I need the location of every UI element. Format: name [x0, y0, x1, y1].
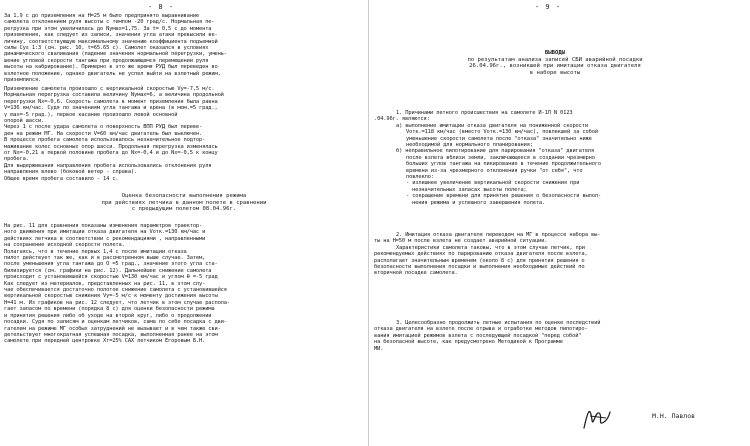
text-line: динамического сваливания (падение значения нормальной перегрузки, умень- — [4, 51, 227, 58]
text-line: больших углов тангажа на пикирование в течение продолжительного — [406, 161, 602, 168]
text-line: .04.96г. являются: — [374, 116, 430, 123]
text-line: 2. Имитация отказа двигателя переводом на МГ в процессе набора вы- — [396, 232, 601, 238]
text-line: самолете при передней центровке Xт=25% САХ летчиком Егоровым Б.Н. — [4, 338, 206, 345]
text-line: незначительных запасах высоты полета; — [412, 186, 527, 193]
text-line: - сокращение времени для принятия решения о безопасности выпол- — [406, 193, 602, 200]
text-line: Н=41 м. Из графиков на рис. 12 следует, что летчик в этом случае распола- — [4, 299, 230, 306]
text-line: посадки. Судя по записям и оценкам летчиков, сама по себе посадка с дви- — [4, 319, 227, 326]
text-line: и принятия решения либо об уходе на второй круг, либо о продолжении — [4, 312, 212, 319]
page-number: - 8 - — [148, 3, 175, 11]
text-line: Приземление самолета произошло с вертикальной скоростью Vy=-7,5 м/с. — [4, 86, 215, 92]
text-line: рекомендуемых действиях по парированию отказа двигателя после взлета, — [374, 251, 588, 258]
conclusion-2 — [374, 232, 601, 277]
text-line: Через 1 с после удара самолета о поверхность ВПП РУД был переве- — [4, 124, 203, 131]
text-line: пробега. — [4, 156, 29, 163]
text-block-top — [4, 13, 227, 83]
text-line: γ max=-5 град.), первое касание произошло левой основной — [4, 111, 178, 118]
conclusion-1 — [374, 110, 602, 206]
text-line: детельствует многократная успешная посадка, выполненная ранее на этом — [4, 331, 218, 338]
text-line: перегрузки Nх=-0,6. Скорость самолета в момент приземления была равна — [4, 98, 218, 105]
left-page — [0, 0, 369, 446]
text-line: гает запасом по времени (порядка 8 с) для оценки безопасности режима — [4, 306, 215, 313]
text-line: действиях летчика в соответствии с рекомендациями , направленными — [4, 235, 206, 242]
text-line: б) неправильное пилотирование для парирования "отказа" двигателя — [396, 148, 595, 155]
text-line: а) выполнение имитации отказа двигателя на пониженной скорости — [396, 122, 588, 129]
text-block-bottom — [4, 223, 230, 345]
text-line: 1. Причинами летного происшествия на самолете И-1Л N 0123 — [396, 110, 573, 116]
heading-line: 26.04.96г., возникшей при имитации отказа двигателя — [469, 63, 641, 70]
text-line: вторичной посадке самолета. — [374, 270, 458, 277]
text-line: опорой шасси. — [4, 118, 45, 125]
text-line: МИ. — [374, 345, 384, 352]
text-line: вертикальной скоростью снижения Vy=-5 м/с к моменту достижения высоты — [4, 293, 218, 300]
heading-line: в наборе высоты — [529, 69, 581, 76]
text-line: силы Cуs 1:3 (см. рис. 10, t=65.65 с). Самолет оказался в условиях — [4, 45, 209, 52]
text-line: вания имитацией режимов взлета с последующей посадкой "перед собой" — [374, 332, 582, 339]
heading-line: Оценка безопасности выполнения режима — [121, 193, 247, 199]
text-line: после уменьшения угла тангажа до О =5 град., значение этого угла ста- — [4, 261, 218, 268]
heading-line: при действиях летчика в данном полете в сравнении — [101, 199, 267, 206]
text-line: На рис. 11 для сравнения показаны изменения параметров траектор- — [4, 223, 203, 229]
text-line: повлекло: — [406, 174, 434, 181]
text-line: безопасности выполнения посадки и выполнения необходимых действий по — [374, 264, 585, 271]
conclusion-3 — [374, 320, 601, 352]
page-number: - 9 - — [535, 3, 562, 11]
text-line: За 1,9 с до приземления на Н=25 м было предпринято выравнивание — [4, 13, 200, 19]
section-heading — [4, 193, 364, 213]
text-line: времени из-за чрезмерного отклонения ручки "от себя", что — [406, 167, 583, 174]
text-line: Vотк.=118 км/час (вместо Vотк.=130 км/час), повлекшей за собой — [406, 129, 598, 136]
text-line: происходит с установившейся скоростью V=130 км/час и углом θ =-5 град — [4, 274, 218, 281]
text-line: регрузка при этом увеличилась до Nумах=1,75. За t= 0,5 с до момента — [4, 25, 212, 32]
heading-line: с предыдущим полетом 08.04.96г. — [131, 206, 237, 213]
text-line: отказа двигателя на взлете после отрыва и отработке методов пилотиро- — [374, 326, 588, 333]
text-line: 3. Целесообразно продолжить летные испытания по оценке последствий — [396, 320, 601, 326]
text-line: шение угловой скорости тангажа при продолжающемся перемещении руля — [4, 57, 209, 64]
text-line: ного движения при имитации отказа двигателя на Vотк.=130 км/час и — [4, 229, 206, 236]
right-page — [370, 0, 750, 446]
text-line: от Nх=-0,21 в первой половине пробега до Nх=-0,4 и до Nх=-0,5 к концу — [4, 150, 218, 157]
text-line: высоты на кабрирование). Примерно в это же время РУД был переведен во — [4, 64, 218, 71]
heading-title: ВЫВОДЫ — [544, 50, 566, 56]
text-line: маживание колес основных опор шасси. Продольная перегрузка изменялась — [4, 143, 218, 150]
text-line: располагает значительным временем (около 8 с) для принятия решения о — [374, 257, 585, 264]
text-line: уменьшение скорости самолета после "отказа" значительно ниже — [406, 135, 592, 142]
text-line: пилот действует так же, как и в рассмотренном выше случае. Затем, — [4, 255, 206, 262]
text-line: чае обеспечивается достаточно пологое снижение самолета с установившейся — [4, 287, 227, 294]
signer-name: М.Н. Павлов — [652, 412, 696, 420]
text-line: направления влево (боковой ветер - справа). — [4, 169, 138, 176]
text-line: на сохранение исходной скорости полета. — [4, 242, 125, 249]
text-line: V=136 км/час. Судя по значениям угла тангажа и крена (в мом.=5 град., — [4, 105, 218, 112]
text-line: ден на режим МГ. На скорости V=60 км/час двигатель был выключен. — [4, 130, 203, 137]
text-line: Полагаясь, что в течение первых 1,4 с после имитации отказа — [4, 248, 187, 255]
text-line: Для выдерживания направления пробега использовались отклонения руля — [4, 162, 212, 169]
text-line: приземления, как следует из записи, значения угла атаки превысили ве- — [4, 32, 218, 39]
text-line: Общее время пробега составило - 14 с. — [4, 175, 119, 182]
text-line: нения режима и успешного завершения полета. — [412, 199, 546, 206]
text-line: необходимой для нормального планирования; — [406, 142, 533, 149]
conclusions-heading — [370, 50, 740, 76]
text-line: ты на Н=50 м после взлета не создает аварийной ситуации. — [374, 238, 548, 245]
text-line: Нормальная перегрузка составила величину Nумах=6, а величина продольной — [4, 92, 224, 99]
text-line: приземлился. — [4, 77, 42, 84]
text-line: личину, соответствующую максимальному значению коэффициента подъемной — [4, 38, 218, 45]
text-block-middle — [4, 86, 224, 182]
text-line: В процессе пробега самолета использовалось незначительное подтор- — [4, 137, 206, 144]
text-line: самолета отклонением руля высоты с темпом -20 град/с. Нормальная пе- — [4, 19, 215, 26]
heading-line: по результатам анализа записей СБИ аварийной посадки — [467, 56, 643, 63]
text-line: на безопасной высоте, как предусмотрено Методикой к Программе — [374, 339, 563, 346]
text-line: Характеристики самолета таковы, что в этом случае летчик, при — [396, 244, 585, 251]
text-line: билизируется (см. графики на рис. 12). Дальнейшее снижение самолета — [4, 267, 212, 274]
handwritten-signature — [580, 400, 614, 434]
text-line: - излишнее увеличение вертикальной скорости снижения при — [406, 180, 580, 187]
text-line: гателем на режиме МГ особых затруднений не вызывает и в чем также сви- — [4, 325, 221, 332]
text-line: после взлета вблизи земли, заключающееся в создании чрезмерно — [406, 154, 595, 161]
text-line: Как следует из материалов, представленных на рис. 11, в этом слу- — [4, 280, 206, 287]
text-line: взлетное положение, однако двигатель не успел выйти на взлетный режим, — [4, 70, 221, 77]
